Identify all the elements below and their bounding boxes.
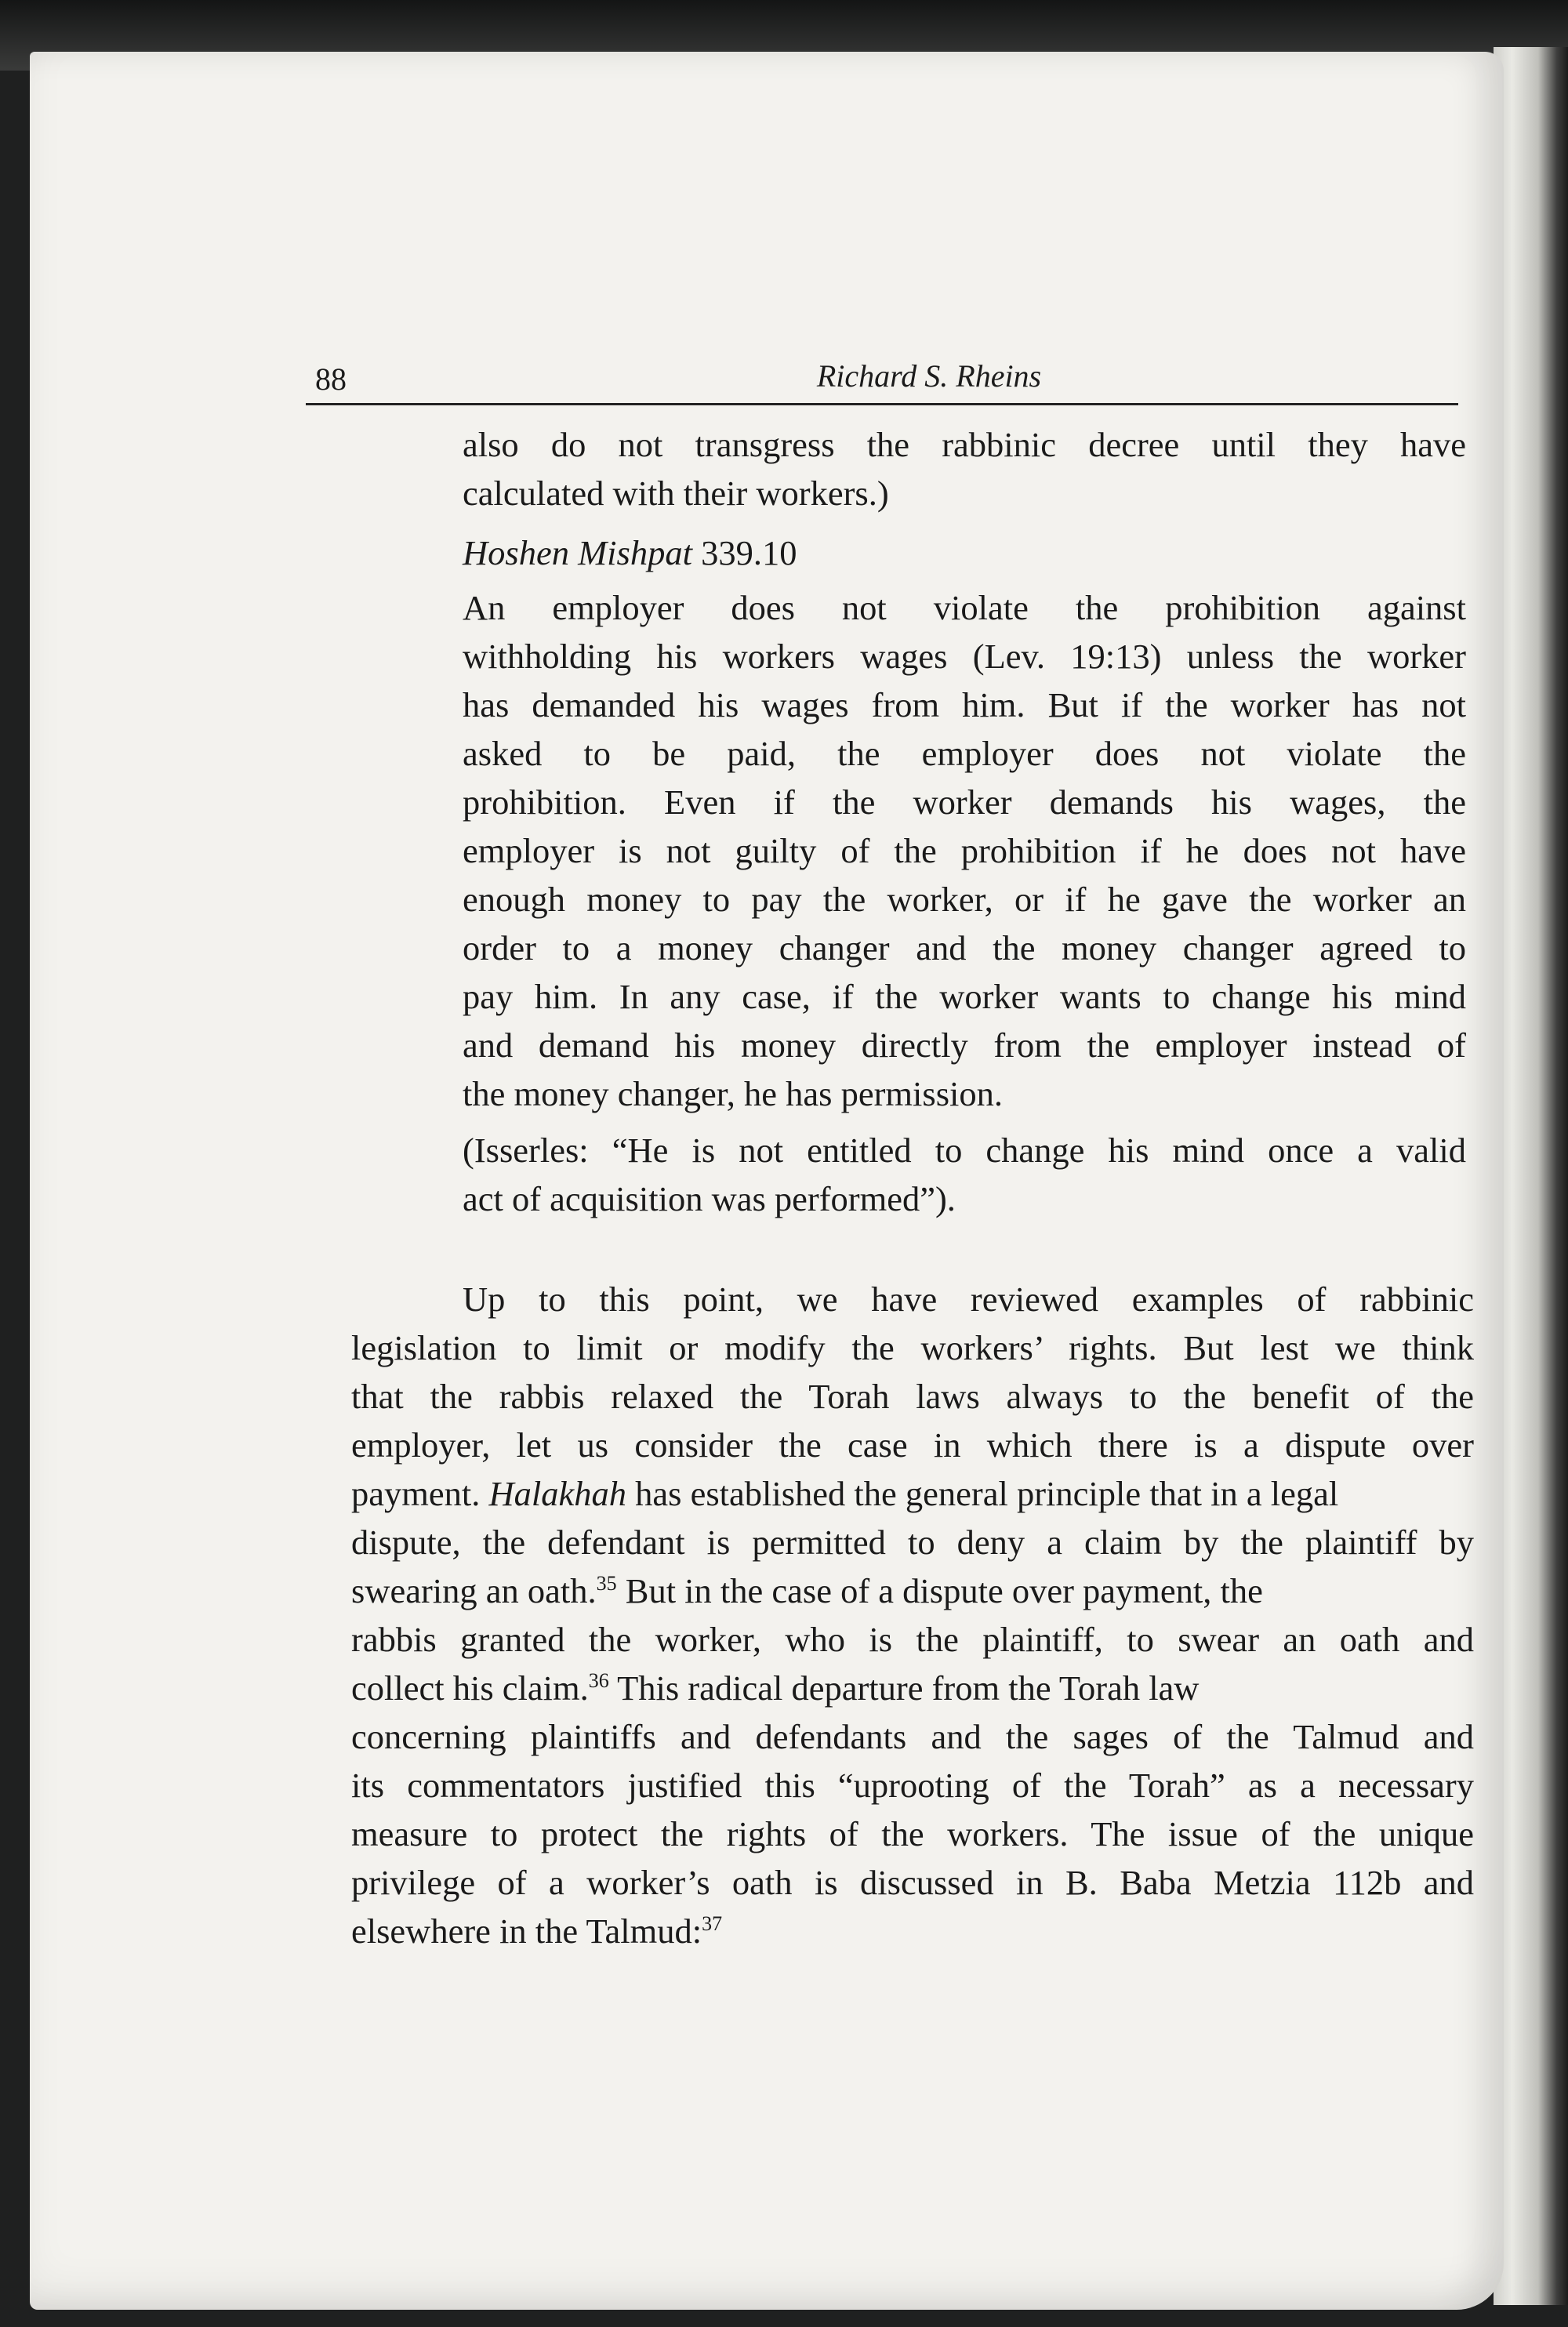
text-line: legislation to limit or modify the workers’ rights. But lest we think — [351, 1328, 1474, 1367]
text-segment: collect his claim. — [351, 1668, 589, 1708]
text-segment: elsewhere in the Talmud: — [351, 1911, 702, 1951]
text-line — [351, 1566, 1474, 1615]
text-line: and demand his money directly from the employer instead of — [463, 1026, 1466, 1065]
footnote-ref-37[interactable]: 37 — [702, 1912, 723, 1935]
text-line: rabbis granted the worker, who is the plaintiff, to swear an oath and — [351, 1620, 1474, 1659]
citation-section: 339.10 — [701, 533, 797, 572]
text-line: withholding his workers wages (Lev. 19:13) unless the worker — [463, 637, 1466, 676]
text-line: calculated with their workers.) — [463, 474, 889, 513]
text-line: prohibition. Even if the worker demands his wages, the — [463, 782, 1466, 822]
body-paragraph — [351, 1275, 1474, 1955]
page-number: 88 — [315, 361, 347, 397]
text-line: An employer does not violate the prohibition against — [463, 588, 1466, 627]
book-page — [30, 52, 1504, 2310]
text-line: order to a money changer and the money changer agreed to — [463, 928, 1466, 967]
text-line: employer is not guilty of the prohibition if he does not have — [463, 831, 1466, 870]
text-line: the money changer, he has permission. — [463, 1074, 1004, 1113]
continued-block — [463, 420, 1466, 517]
text-segment: This radical departure from the Torah law — [608, 1668, 1200, 1708]
text-line: concerning plaintiffs and defendants and the sages of the Talmud and — [351, 1717, 1474, 1756]
text-line: employer, let us consider the case in which there is a dispute over — [351, 1425, 1474, 1465]
text-line: act of acquisition was performed”). — [463, 1179, 956, 1218]
running-head: Richard S. Rheins — [816, 358, 1042, 394]
text-line: has demanded his wages from him. But if the worker has not — [463, 685, 1466, 724]
text-line: (Isserles: “He is not entitled to change his mind once a valid — [463, 1131, 1466, 1170]
text-line — [351, 1907, 1474, 1955]
isserles-gloss — [463, 1126, 1466, 1223]
text-line: that the rabbis relaxed the Torah laws always to the benefit of the — [351, 1377, 1474, 1416]
text-line — [351, 1469, 1474, 1518]
text-segment: payment. — [351, 1474, 489, 1513]
text-line: dispute, the defendant is permitted to deny a claim by the plaintiff by — [351, 1523, 1474, 1562]
citation-work: Hoshen Mishpat — [463, 533, 692, 572]
text-line: privilege of a worker’s oath is discussed in B. Baba Metzia 112b and — [351, 1863, 1474, 1902]
page-header — [306, 353, 1458, 405]
text-segment: But in the case of a dispute over payment, the — [616, 1571, 1263, 1610]
page-stack-edge — [1494, 47, 1568, 2305]
term-halakhah: Halakhah — [488, 1474, 626, 1513]
text-line: its commentators justified this “uprooting of the Torah” as a necessary — [351, 1766, 1474, 1805]
citation-heading — [463, 528, 1466, 577]
footnote-ref-36[interactable]: 36 — [588, 1669, 609, 1692]
text-line: enough money to pay the worker, or if he gave the worker an — [463, 880, 1466, 919]
ruling-block — [463, 583, 1466, 1118]
text-line: measure to protect the rights of the workers. The issue of the unique — [351, 1814, 1474, 1853]
text-line — [351, 1664, 1474, 1712]
footnote-ref-35[interactable]: 35 — [596, 1572, 617, 1595]
text-line: pay him. In any case, if the worker wants to change his mind — [463, 977, 1466, 1016]
text-segment: swearing an oath. — [351, 1571, 597, 1610]
text-line: Up to this point, we have reviewed examples of rabbinic — [463, 1280, 1474, 1319]
text-line: also do not transgress the rabbinic decree until they have — [463, 425, 1466, 464]
text-line: asked to be paid, the employer does not violate the — [463, 734, 1466, 773]
text-segment: has established the general principle that in a legal — [626, 1474, 1339, 1513]
